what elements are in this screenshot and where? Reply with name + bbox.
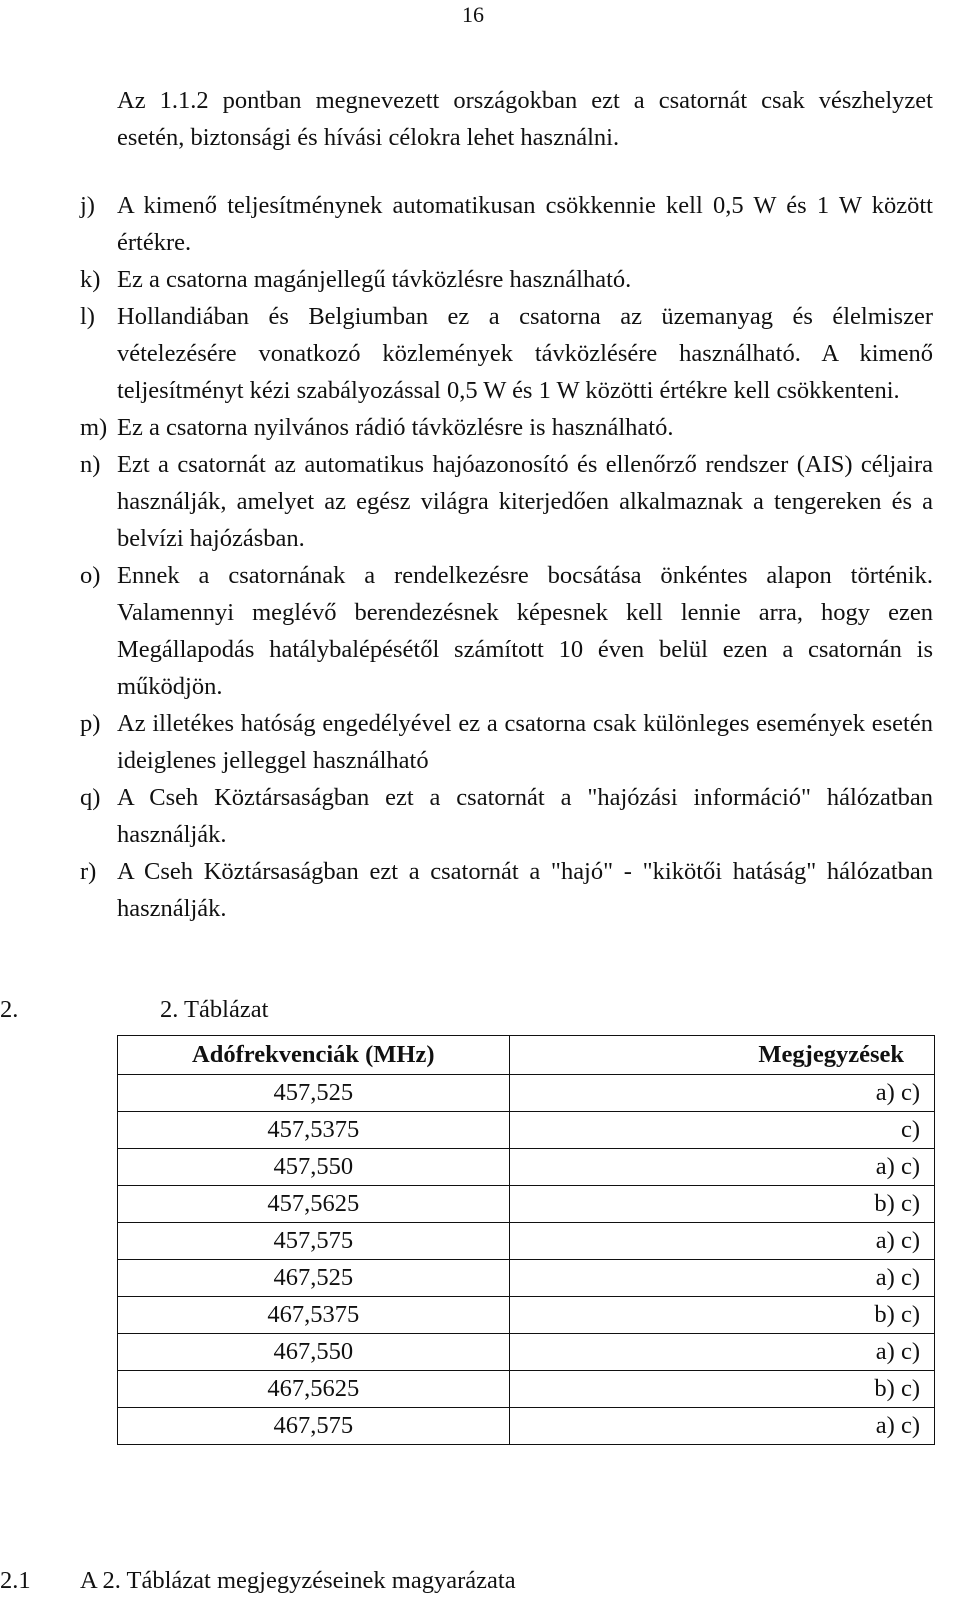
note-text: Ezt a csatornát az automatikus hajóazonosító és ellenőrző rendszer (AIS) céljaira használják, amelyet az egész világra kiterjedően alkalmaznak a tengereken és a belvízi hajózásban. (117, 451, 933, 552)
notes-cell: c) (509, 1112, 934, 1149)
intro-paragraph: Az 1.1.2 pontban megnevezett országokban ezt a csatornát csak vészhelyzet esetén, biztonsági és hívási célokra lehet használni. (117, 87, 933, 151)
note-label: o) (80, 562, 101, 589)
frequency-cell: 457,550 (118, 1149, 510, 1186)
notes-cell: a) c) (509, 1408, 934, 1445)
notes-cell: a) c) (509, 1149, 934, 1186)
note-text: A Cseh Köztársaságban ezt a csatornát a "hajózási információ" hálózatban használják. (117, 784, 933, 848)
notes-cell: a) c) (509, 1223, 934, 1260)
note-text: A Cseh Köztársaságban ezt a csatornát a "hajó" - "kikötői hatáság" hálózatban használják. (117, 858, 933, 922)
note-label: q) (80, 784, 101, 811)
frequency-cell: 457,5375 (118, 1112, 510, 1149)
note-item (80, 261, 933, 298)
frequency-cell: 457,525 (118, 1075, 510, 1112)
note-item (80, 446, 933, 557)
column-header-frequency: Adófrekvenciák (MHz) (118, 1036, 510, 1075)
subsection-title: A 2. Táblázat megjegyzéseinek magyarázata (80, 1567, 516, 1594)
note-label: m) (80, 414, 108, 441)
notes-cell: b) c) (509, 1186, 934, 1223)
note-label: l) (80, 303, 95, 330)
frequency-cell: 457,575 (118, 1223, 510, 1260)
frequency-cell: 457,5625 (118, 1186, 510, 1223)
note-label: n) (80, 451, 101, 478)
note-label: p) (80, 710, 101, 737)
frequency-cell: 467,550 (118, 1334, 510, 1371)
table-row (118, 1149, 935, 1186)
notes-cell: a) c) (509, 1334, 934, 1371)
notes-cell: a) c) (509, 1075, 934, 1112)
section-title: 2. Táblázat (160, 996, 269, 1023)
table-row (118, 1334, 935, 1371)
table-row (118, 1075, 935, 1112)
notes-list (80, 187, 933, 927)
frequency-cell: 467,5625 (118, 1371, 510, 1408)
notes-cell: b) c) (509, 1371, 934, 1408)
table-row (118, 1112, 935, 1149)
note-item (80, 187, 933, 261)
frequency-table (117, 1035, 935, 1445)
notes-cell: b) c) (509, 1297, 934, 1334)
notes-cell: a) c) (509, 1260, 934, 1297)
note-text: A kimenő teljesítménynek automatikusan csökkennie kell 0,5 W és 1 W között értékre. (117, 192, 933, 256)
page-number: 16 (462, 2, 484, 27)
note-item (80, 409, 933, 446)
note-item (80, 298, 933, 409)
note-text: Ez a csatorna magánjellegű távközlésre használható. (117, 266, 632, 293)
table-row (118, 1260, 935, 1297)
frequency-cell: 467,575 (118, 1408, 510, 1445)
frequency-cell: 467,5375 (118, 1297, 510, 1334)
frequency-cell: 467,525 (118, 1260, 510, 1297)
table-row (118, 1186, 935, 1223)
note-item (80, 853, 933, 927)
note-item (80, 557, 933, 705)
note-text: Ennek a csatornának a rendelkezésre bocsátása önkéntes alapon történik. Valamennyi meglévő berendezésnek képesnek kell lennie arra, hogy ezen Megállapodás hatálybalépésétől számított 10 éven belül ezen a csatornán is működjön. (117, 562, 933, 700)
table-row (118, 1371, 935, 1408)
section-number: 2. (0, 996, 19, 1023)
note-text: Ez a csatorna nyilvános rádió távközlésre is használható. (117, 414, 674, 441)
note-text: Hollandiában és Belgiumban ez a csatorna az üzemanyag és élelmiszer vételezésére vonatkozó közlemények távközlésére használható. A kimenő teljesítményt kézi szabályozással 0,5 W és 1 W közötti értékre kell csökkenteni. (117, 303, 933, 404)
note-label: k) (80, 266, 101, 293)
note-label: j) (80, 192, 95, 219)
note-label: r) (80, 858, 97, 885)
note-item (80, 779, 933, 853)
table-row (118, 1297, 935, 1334)
subsection-number: 2.1 (0, 1567, 31, 1594)
column-header-notes: Megjegyzések (509, 1036, 934, 1075)
table-row (118, 1223, 935, 1260)
table-header-row (118, 1036, 935, 1075)
table-row (118, 1408, 935, 1445)
note-item (80, 705, 933, 779)
note-text: Az illetékes hatóság engedélyével ez a csatorna csak különleges események esetén ideiglenes jelleggel használható (117, 710, 933, 774)
